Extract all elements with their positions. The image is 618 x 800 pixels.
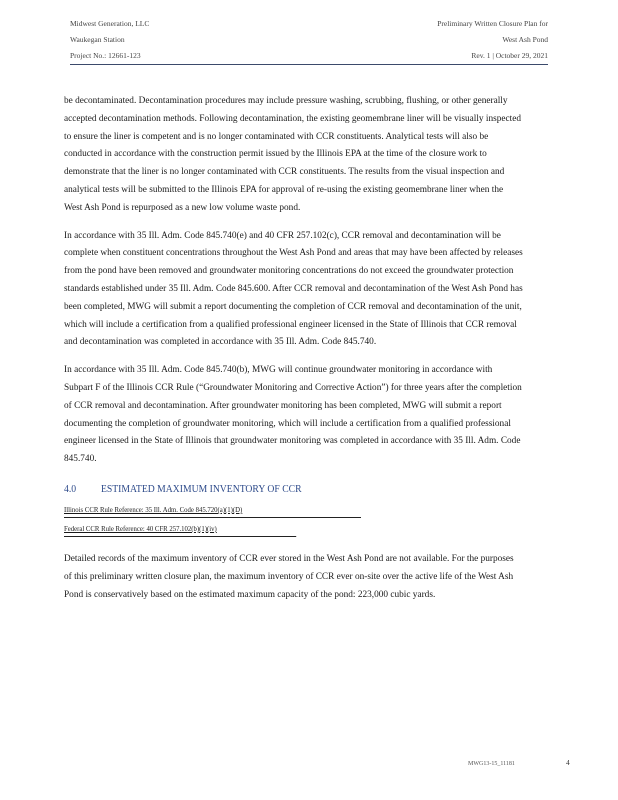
header-left: [70, 16, 149, 64]
header-right: [437, 16, 548, 64]
header-revision: Rev. 1 | October 29, 2021: [471, 51, 548, 60]
rule-references: [64, 503, 523, 537]
illinois-rule-reference: Illinois CCR Rule Reference: 35 Ill. Adm. Code 845.720(a)(1)(D): [64, 503, 361, 518]
paragraph-decontamination: be decontaminated. Decontamination procedures may include pressure washing, scrubbing, flushing, or other generally accepted decontamination methods. Following decontamination, the existing geomembrane liner will be visually inspected to ensure the liner is competent and is no longer contaminated with CCR constituents. Analytical tests will also be conducted in accordance with the construction permit issued by the Illinois EPA at the time of the closure work to demonstrate that the liner is no longer contaminated with CCR constituents. The results from the visual inspection and analytical tests will be submitted to the Illinois EPA for approval of re-using the existing geomembrane liner when the West Ash Pond is repurposed as a new low volume waste pond.: [64, 96, 521, 213]
header-unit-name: West Ash Pond: [502, 35, 548, 44]
section-title: ESTIMATED MAXIMUM INVENTORY OF CCR: [100, 482, 302, 495]
footer-document-code: MWG13-15_11181: [468, 761, 515, 767]
header-station: Waukegan Station: [70, 35, 125, 44]
paragraph-groundwater-monitoring: In accordance with 35 Ill. Adm. Code 845.740(b), MWG will continue groundwater monitoring in accordance with Subpart F of the Illinois CCR Rule (“Groundwater Monitoring and Corrective Action”) for three years after the completion of CCR removal and decontamination. After groundwater monitoring has been completed, MWG will submit a report documenting the completion of groundwater monitoring, which will include a certification from a qualified professional engineer licensed in the State of Illinois that groundwater monitoring was completed in accordance with 35 Ill. Adm. Code 845.740.: [64, 365, 522, 465]
paragraph-max-inventory: Detailed records of the maximum inventory of CCR ever stored in the West Ash Pond are not available. For the purposes of this preliminary written closure plan, the maximum inventory of CCR ever on-site over the active life of the West Ash Pond is conservatively based on the estimated maximum capacity of the pond: 223,000 cubic yards.: [64, 553, 514, 600]
section-heading: [64, 481, 468, 497]
header-document-title: Preliminary Written Closure Plan for: [437, 19, 548, 28]
page-header: [70, 16, 548, 65]
header-project-number: Project No.: 12661-123: [70, 51, 141, 60]
section-number: 4.0: [64, 482, 77, 495]
document-body: [64, 93, 523, 614]
paragraph-removal-complete: In accordance with 35 Ill. Adm. Code 845.740(e) and 40 CFR 257.102(c), CCR removal and decontamination will be complete when constituent concentrations throughout the West Ash Pond and areas that may have been affected by releases from the pond have been removed and groundwater monitoring concentrations do not exceed the groundwater protection standards established under 35 Ill. Adm. Code 845.600. After CCR removal and decontamination of the West Ash Pond has been completed, MWG will submit a report documenting the completion of CCR removal and decontamination of the unit, which will include a certification from a qualified professional engineer licensed in the State of Illinois that CCR removal and decontamination was completed in accordance with 35 Ill. Adm. Code 845.740.: [64, 230, 523, 348]
page-number: 4: [566, 758, 570, 767]
header-company: Midwest Generation, LLC: [70, 19, 150, 28]
federal-rule-reference: Federal CCR Rule Reference: 40 CFR 257.102(b)(1)(iv): [64, 522, 296, 537]
